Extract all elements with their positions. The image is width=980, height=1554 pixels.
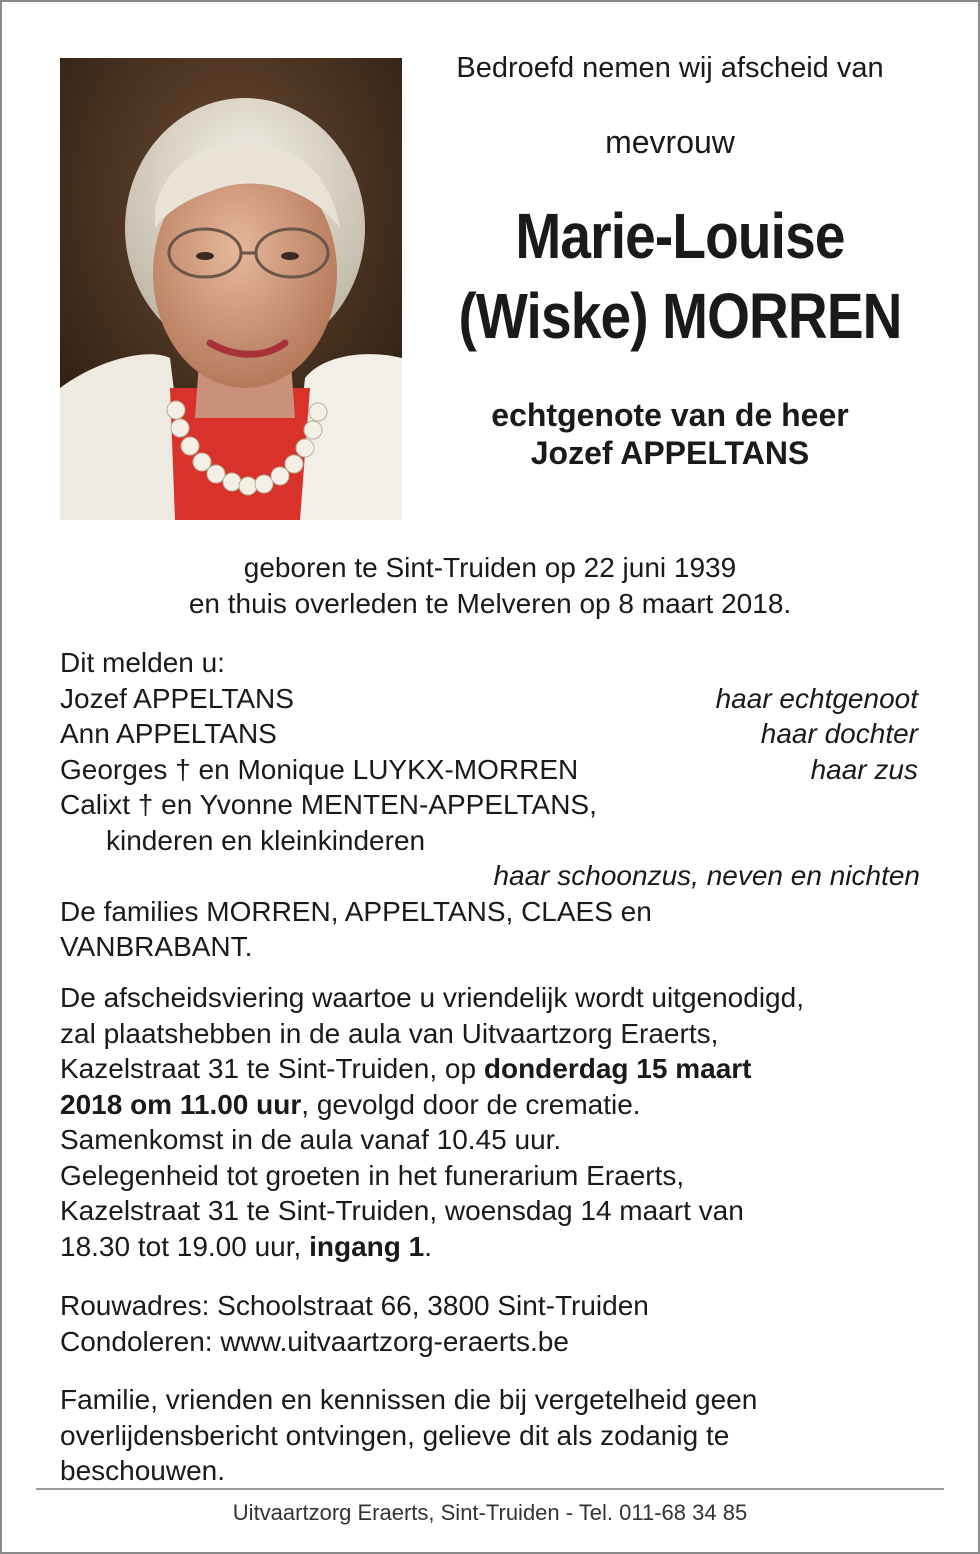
entrance-label: ingang 1 xyxy=(309,1230,425,1262)
list-item xyxy=(60,823,920,859)
families-line1: De families MORREN, APPELTANS, CLAES en xyxy=(60,895,652,927)
relative-name: Georges † en Monique LUYKX-MORREN xyxy=(60,753,579,785)
spouse-info xyxy=(420,396,920,472)
ceremony-text: . xyxy=(424,1230,432,1262)
announcement-list xyxy=(60,645,920,965)
mourning-address: Rouwadres: Schoolstraat 66, 3800 Sint-Truiden xyxy=(60,1290,649,1321)
ceremony-line: Kazelstraat 31 te Sint-Truiden, woensdag 14 maart van xyxy=(60,1195,744,1226)
title-word: mevrouw xyxy=(605,124,735,160)
ceremony-text: 18.30 tot 19.00 uur, xyxy=(60,1230,310,1262)
ceremony-info xyxy=(60,980,940,1264)
birth-line: geboren te Sint-Truiden op 22 juni 1939 xyxy=(243,552,737,583)
ceremony-line xyxy=(60,1087,940,1123)
relation-label: haar schoonzus, neven en nichten xyxy=(493,860,920,891)
death-line: en thuis overleden te Melveren op 8 maart 2018. xyxy=(188,588,792,619)
families-line2: VANBRABANT. xyxy=(60,931,253,962)
ceremony-line xyxy=(60,1051,940,1087)
relative-name: Calixt † en Yvonne MENTEN-APPELTANS, xyxy=(60,789,597,820)
ceremony-date: donderdag 15 maart xyxy=(483,1053,752,1084)
ceremony-line: zal plaatshebben in de aula van Uitvaartzorg Eraerts, xyxy=(60,1017,719,1049)
spouse-line2: Jozef APPELTANS xyxy=(530,435,810,471)
ceremony-line xyxy=(60,1229,940,1265)
relation-label: haar echtgenoot xyxy=(715,682,918,714)
footer-divider xyxy=(36,1488,944,1490)
ceremony-line: Gelegenheid tot groeten in het funerarium Eraerts, xyxy=(60,1159,685,1191)
portrait-illustration xyxy=(60,58,402,520)
list-item xyxy=(60,787,920,823)
closing-line: Familie, vrienden en kennissen die bij vergetelheid geen xyxy=(60,1384,758,1415)
deceased-name-line1: Marie-Louise xyxy=(515,200,845,272)
deceased-name-line2: (Wiske) MORREN xyxy=(458,280,902,352)
list-item xyxy=(60,681,920,717)
closing-line: beschouwen. xyxy=(60,1455,226,1486)
closing-note xyxy=(60,1382,940,1489)
relative-name: Jozef APPELTANS xyxy=(60,682,294,714)
list-item xyxy=(60,716,920,752)
relative-name: Ann APPELTANS xyxy=(60,718,277,749)
ceremony-text: , gevolgd door de crematie. xyxy=(301,1088,641,1120)
birth-death-info xyxy=(0,550,980,622)
intro-text: Bedroefd nemen wij afscheid van xyxy=(456,52,884,84)
spouse-line1: echtgenote van de heer xyxy=(491,397,849,433)
announcement-heading: Dit melden u: xyxy=(60,647,225,678)
ceremony-text: Kazelstraat 31 te Sint-Truiden, op xyxy=(60,1053,484,1084)
deceased-name xyxy=(456,196,903,356)
ceremony-line: De afscheidsviering waartoe u vriendelijk wordt uitgenodigd, xyxy=(60,982,804,1013)
ceremony-time: 2018 om 11.00 uur xyxy=(60,1088,302,1120)
closing-line: overlijdensbericht ontvingen, gelieve dit als zodanig te xyxy=(60,1419,730,1451)
portrait-photo xyxy=(60,58,402,520)
relation-label: haar zus xyxy=(810,753,918,785)
ceremony-line: Samenkomst in de aula vanaf 10.45 uur. xyxy=(60,1124,562,1155)
condolence-link[interactable]: Condoleren: www.uitvaartzorg-eraerts.be xyxy=(60,1325,569,1357)
relation-label: haar dochter xyxy=(760,718,918,749)
footer-text: Uitvaartzorg Eraerts, Sint-Truiden - Tel. 011-68 34 85 xyxy=(232,1500,748,1525)
address-info xyxy=(60,1288,940,1359)
children-line: kinderen en kleinkinderen xyxy=(106,824,426,856)
list-item xyxy=(60,752,920,788)
